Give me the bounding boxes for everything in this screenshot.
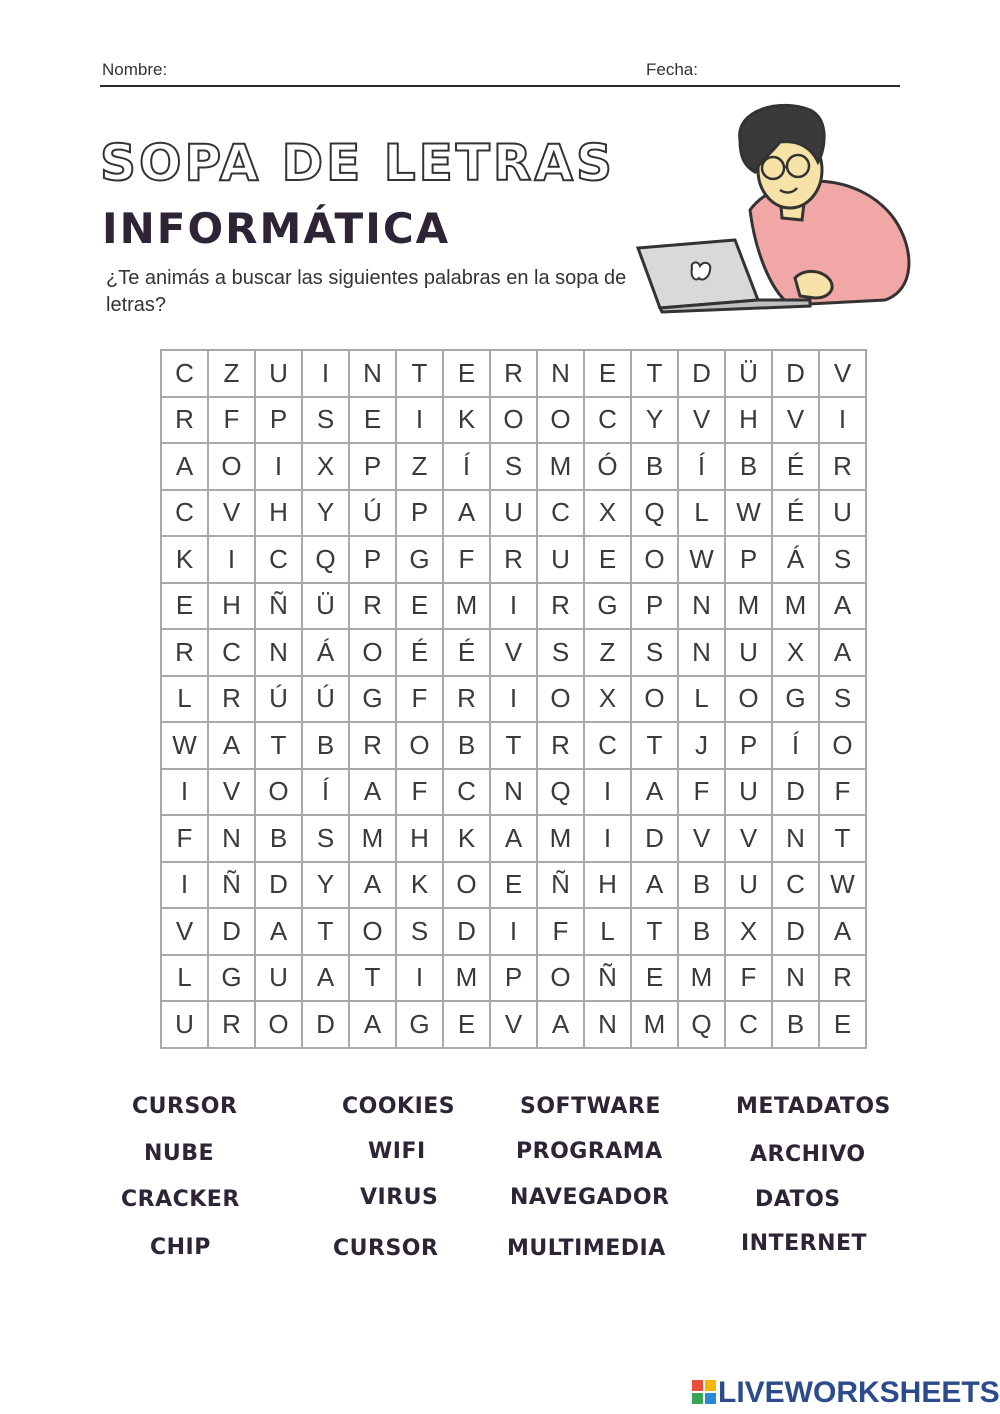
grid-cell[interactable]: C: [772, 862, 819, 909]
grid-cell[interactable]: M: [443, 955, 490, 1002]
grid-cell[interactable]: Y: [302, 490, 349, 537]
word-list-item: WIFI: [368, 1139, 426, 1164]
name-label: Nombre:: [102, 60, 168, 79]
grid-cell[interactable]: Z: [208, 350, 255, 397]
grid-cell[interactable]: P: [725, 536, 772, 583]
title-subject: INFORMÁTICA: [102, 204, 451, 253]
grid-cell[interactable]: I: [584, 769, 631, 816]
grid-cell[interactable]: L: [678, 490, 725, 537]
grid-cell[interactable]: I: [255, 443, 302, 490]
grid-cell[interactable]: E: [584, 350, 631, 397]
grid-cell[interactable]: N: [678, 629, 725, 676]
grid-cell[interactable]: T: [819, 815, 866, 862]
grid-cell[interactable]: A: [349, 769, 396, 816]
grid-cell[interactable]: K: [161, 536, 208, 583]
grid-cell[interactable]: H: [396, 815, 443, 862]
grid-cell[interactable]: Í: [302, 769, 349, 816]
grid-cell[interactable]: U: [819, 490, 866, 537]
grid-cell[interactable]: B: [631, 443, 678, 490]
grid-cell[interactable]: T: [349, 955, 396, 1002]
grid-cell[interactable]: D: [772, 908, 819, 955]
grid-cell[interactable]: O: [490, 397, 537, 444]
grid-cell[interactable]: F: [443, 536, 490, 583]
grid-cell[interactable]: B: [443, 722, 490, 769]
grid-cell[interactable]: V: [490, 1001, 537, 1048]
grid-cell[interactable]: Q: [537, 769, 584, 816]
grid-cell[interactable]: R: [208, 676, 255, 723]
grid-cell[interactable]: A: [208, 722, 255, 769]
word-list-item: INTERNET: [741, 1231, 868, 1256]
grid-cell[interactable]: B: [678, 908, 725, 955]
grid-cell[interactable]: Q: [678, 1001, 725, 1048]
grid-cell[interactable]: A: [255, 908, 302, 955]
word-list-item: CRACKER: [121, 1187, 240, 1212]
grid-cell[interactable]: W: [161, 722, 208, 769]
grid-cell[interactable]: X: [302, 443, 349, 490]
grid-cell[interactable]: U: [537, 536, 584, 583]
grid-cell[interactable]: I: [161, 769, 208, 816]
grid-row: [161, 815, 866, 862]
header-line: [100, 85, 900, 87]
grid-cell[interactable]: H: [584, 862, 631, 909]
grid-cell[interactable]: B: [772, 1001, 819, 1048]
date-label: Fecha:: [646, 60, 698, 79]
word-list-item: MULTIMEDIA: [507, 1236, 666, 1261]
grid-cell[interactable]: D: [772, 350, 819, 397]
grid-cell[interactable]: D: [772, 769, 819, 816]
grid-cell[interactable]: Z: [396, 443, 443, 490]
grid-cell[interactable]: G: [772, 676, 819, 723]
grid-cell[interactable]: Í: [443, 443, 490, 490]
word-list-item: ARCHIVO: [750, 1142, 866, 1167]
grid-cell[interactable]: I: [161, 862, 208, 909]
grid-cell[interactable]: E: [349, 397, 396, 444]
grid-cell[interactable]: P: [349, 443, 396, 490]
student-laptop-illustration: [630, 100, 920, 320]
grid-cell[interactable]: Ü: [725, 350, 772, 397]
grid-cell[interactable]: É: [396, 629, 443, 676]
grid-cell[interactable]: U: [725, 629, 772, 676]
grid-cell[interactable]: L: [161, 676, 208, 723]
grid-cell[interactable]: X: [772, 629, 819, 676]
grid-cell[interactable]: M: [443, 583, 490, 630]
grid-cell[interactable]: E: [396, 583, 443, 630]
grid-cell[interactable]: I: [208, 536, 255, 583]
grid-cell[interactable]: O: [349, 629, 396, 676]
grid-cell[interactable]: T: [631, 722, 678, 769]
grid-cell[interactable]: T: [396, 350, 443, 397]
grid-cell[interactable]: N: [584, 1001, 631, 1048]
grid-cell[interactable]: V: [819, 350, 866, 397]
grid-cell[interactable]: É: [772, 443, 819, 490]
grid-cell[interactable]: S: [819, 676, 866, 723]
word-list-item: DATOS: [755, 1187, 841, 1212]
grid-cell[interactable]: R: [349, 722, 396, 769]
grid-cell[interactable]: D: [208, 908, 255, 955]
grid-cell[interactable]: T: [302, 908, 349, 955]
grid-cell[interactable]: F: [537, 908, 584, 955]
grid-cell[interactable]: A: [349, 1001, 396, 1048]
grid-cell[interactable]: R: [819, 955, 866, 1002]
grid-cell[interactable]: S: [819, 536, 866, 583]
grid-row: [161, 536, 866, 583]
grid-cell[interactable]: E: [443, 1001, 490, 1048]
grid-cell[interactable]: O: [537, 676, 584, 723]
grid-row: [161, 908, 866, 955]
grid-cell[interactable]: Ó: [584, 443, 631, 490]
grid-cell[interactable]: E: [161, 583, 208, 630]
grid-cell[interactable]: C: [537, 490, 584, 537]
grid-cell[interactable]: R: [819, 443, 866, 490]
grid-cell[interactable]: U: [725, 862, 772, 909]
word-list-item: PROGRAMA: [516, 1139, 663, 1164]
grid-cell[interactable]: O: [631, 536, 678, 583]
word-list-item: COOKIES: [342, 1094, 456, 1119]
grid-cell[interactable]: A: [819, 908, 866, 955]
grid-row: [161, 443, 866, 490]
grid-cell[interactable]: Z: [584, 629, 631, 676]
liveworksheets-logo: [692, 1376, 1000, 1409]
grid-cell[interactable]: O: [537, 397, 584, 444]
word-list-item: CHIP: [150, 1235, 211, 1260]
grid-cell[interactable]: R: [161, 629, 208, 676]
grid-cell[interactable]: A: [537, 1001, 584, 1048]
grid-cell[interactable]: C: [208, 629, 255, 676]
grid-cell[interactable]: X: [584, 490, 631, 537]
grid-cell[interactable]: O: [255, 769, 302, 816]
grid-cell[interactable]: A: [490, 815, 537, 862]
grid-cell[interactable]: U: [255, 955, 302, 1002]
grid-cell[interactable]: X: [725, 908, 772, 955]
grid-cell[interactable]: F: [678, 769, 725, 816]
grid-cell[interactable]: C: [255, 536, 302, 583]
grid-cell[interactable]: S: [631, 629, 678, 676]
grid-row: [161, 629, 866, 676]
word-list-item: CURSOR: [132, 1094, 238, 1119]
grid-cell[interactable]: A: [349, 862, 396, 909]
grid-cell[interactable]: O: [631, 676, 678, 723]
grid-cell[interactable]: N: [772, 815, 819, 862]
grid-cell[interactable]: M: [631, 1001, 678, 1048]
title-outline: SOPA DE LETRAS: [100, 134, 616, 192]
grid-cell[interactable]: S: [302, 397, 349, 444]
grid-cell[interactable]: M: [772, 583, 819, 630]
grid-cell[interactable]: C: [161, 350, 208, 397]
grid-cell[interactable]: U: [725, 769, 772, 816]
grid-cell[interactable]: W: [819, 862, 866, 909]
grid-cell[interactable]: M: [725, 583, 772, 630]
grid-row: [161, 676, 866, 723]
grid-cell[interactable]: R: [490, 350, 537, 397]
grid-cell[interactable]: D: [631, 815, 678, 862]
grid-cell[interactable]: P: [490, 955, 537, 1002]
grid-cell[interactable]: Y: [631, 397, 678, 444]
grid-cell[interactable]: B: [725, 443, 772, 490]
grid-cell[interactable]: U: [161, 1001, 208, 1048]
word-list-item: SOFTWARE: [520, 1094, 661, 1119]
grid-cell[interactable]: É: [772, 490, 819, 537]
grid-cell[interactable]: W: [725, 490, 772, 537]
grid-cell[interactable]: L: [161, 955, 208, 1002]
grid-cell[interactable]: V: [208, 769, 255, 816]
grid-cell[interactable]: I: [396, 397, 443, 444]
grid-row: [161, 1001, 866, 1048]
grid-cell[interactable]: T: [631, 350, 678, 397]
grid-cell[interactable]: Ü: [302, 583, 349, 630]
grid-cell[interactable]: Y: [302, 862, 349, 909]
word-list-item: CURSOR: [333, 1236, 439, 1261]
grid-cell[interactable]: A: [819, 629, 866, 676]
grid-cell[interactable]: K: [443, 397, 490, 444]
grid-cell[interactable]: H: [255, 490, 302, 537]
grid-cell[interactable]: H: [725, 397, 772, 444]
grid-cell[interactable]: E: [819, 1001, 866, 1048]
grid-cell[interactable]: Ñ: [255, 583, 302, 630]
grid-cell[interactable]: É: [443, 629, 490, 676]
instructions: ¿Te animás a buscar las siguientes palabras en la sopa de letras?: [106, 267, 627, 316]
grid-cell[interactable]: S: [302, 815, 349, 862]
grid-row: [161, 722, 866, 769]
grid-cell[interactable]: E: [443, 350, 490, 397]
grid-cell[interactable]: Á: [772, 536, 819, 583]
grid-cell[interactable]: Ñ: [537, 862, 584, 909]
grid-cell[interactable]: P: [725, 722, 772, 769]
grid-cell[interactable]: G: [349, 676, 396, 723]
grid-cell[interactable]: F: [819, 769, 866, 816]
grid-row: [161, 769, 866, 816]
grid-cell[interactable]: D: [255, 862, 302, 909]
grid-cell[interactable]: A: [631, 769, 678, 816]
grid-cell[interactable]: Í: [772, 722, 819, 769]
grid-cell[interactable]: U: [490, 490, 537, 537]
grid-cell[interactable]: R: [490, 536, 537, 583]
grid-cell[interactable]: M: [678, 955, 725, 1002]
grid-cell[interactable]: A: [302, 955, 349, 1002]
grid-cell[interactable]: B: [255, 815, 302, 862]
grid-cell[interactable]: L: [584, 908, 631, 955]
grid-cell[interactable]: F: [725, 955, 772, 1002]
grid-row: [161, 350, 866, 397]
grid-cell[interactable]: B: [302, 722, 349, 769]
grid-cell[interactable]: T: [631, 908, 678, 955]
grid-cell[interactable]: R: [208, 1001, 255, 1048]
grid-cell[interactable]: V: [161, 908, 208, 955]
grid-cell[interactable]: V: [725, 815, 772, 862]
grid-cell[interactable]: Ú: [349, 490, 396, 537]
grid-cell[interactable]: M: [349, 815, 396, 862]
grid-cell[interactable]: Í: [678, 443, 725, 490]
grid-cell[interactable]: O: [349, 908, 396, 955]
grid-cell[interactable]: V: [678, 397, 725, 444]
grid-cell[interactable]: T: [490, 722, 537, 769]
grid-cell[interactable]: G: [396, 1001, 443, 1048]
grid-cell[interactable]: C: [443, 769, 490, 816]
grid-cell[interactable]: V: [772, 397, 819, 444]
grid-row: [161, 955, 866, 1002]
grid-cell[interactable]: E: [490, 862, 537, 909]
grid-cell[interactable]: W: [678, 536, 725, 583]
grid-row: [161, 862, 866, 909]
grid-cell[interactable]: I: [302, 350, 349, 397]
grid-cell[interactable]: Ú: [255, 676, 302, 723]
grid-cell[interactable]: O: [396, 722, 443, 769]
brand-name: LIVEWORKSHEETS: [718, 1376, 1000, 1409]
grid-cell[interactable]: H: [208, 583, 255, 630]
grid-cell[interactable]: V: [678, 815, 725, 862]
grid-cell[interactable]: D: [678, 350, 725, 397]
grid-row: [161, 490, 866, 537]
grid-cell[interactable]: I: [819, 397, 866, 444]
grid-cell[interactable]: G: [208, 955, 255, 1002]
grid-cell[interactable]: E: [584, 536, 631, 583]
grid-cell[interactable]: Q: [302, 536, 349, 583]
grid-cell[interactable]: T: [255, 722, 302, 769]
grid-cell[interactable]: N: [678, 583, 725, 630]
word-list-item: NAVEGADOR: [510, 1185, 670, 1210]
grid-cell[interactable]: O: [725, 676, 772, 723]
grid-cell[interactable]: F: [396, 676, 443, 723]
grid-cell[interactable]: A: [443, 490, 490, 537]
grid-cell[interactable]: P: [631, 583, 678, 630]
grid-cell[interactable]: M: [537, 443, 584, 490]
grid-cell[interactable]: C: [584, 397, 631, 444]
grid-cell[interactable]: Ú: [302, 676, 349, 723]
grid-cell[interactable]: I: [490, 908, 537, 955]
grid-cell[interactable]: G: [584, 583, 631, 630]
grid-cell[interactable]: P: [349, 536, 396, 583]
brand-squares-icon: [692, 1380, 716, 1404]
grid-cell[interactable]: P: [255, 397, 302, 444]
grid-cell[interactable]: R: [537, 722, 584, 769]
grid-cell[interactable]: O: [255, 1001, 302, 1048]
grid-cell[interactable]: R: [443, 676, 490, 723]
grid-cell[interactable]: D: [443, 908, 490, 955]
grid-cell[interactable]: M: [537, 815, 584, 862]
word-list-item: VIRUS: [360, 1185, 439, 1210]
grid-cell[interactable]: N: [255, 629, 302, 676]
grid-cell[interactable]: S: [537, 629, 584, 676]
grid-cell[interactable]: L: [678, 676, 725, 723]
grid-cell[interactable]: O: [443, 862, 490, 909]
grid-cell[interactable]: S: [396, 908, 443, 955]
grid-cell[interactable]: N: [490, 769, 537, 816]
grid-row: [161, 583, 866, 630]
grid-cell[interactable]: F: [208, 397, 255, 444]
grid-cell[interactable]: N: [349, 350, 396, 397]
grid-cell[interactable]: U: [255, 350, 302, 397]
grid-cell[interactable]: N: [208, 815, 255, 862]
grid-cell[interactable]: S: [490, 443, 537, 490]
grid-cell[interactable]: E: [631, 955, 678, 1002]
grid-cell[interactable]: O: [537, 955, 584, 1002]
grid-cell[interactable]: O: [208, 443, 255, 490]
grid-cell[interactable]: C: [584, 722, 631, 769]
grid-cell[interactable]: P: [396, 490, 443, 537]
word-list-item: METADATOS: [736, 1094, 891, 1119]
grid-cell[interactable]: C: [161, 490, 208, 537]
grid-cell[interactable]: N: [772, 955, 819, 1002]
grid-cell[interactable]: D: [302, 1001, 349, 1048]
grid-cell[interactable]: X: [584, 676, 631, 723]
grid-cell[interactable]: K: [443, 815, 490, 862]
grid-cell[interactable]: Q: [631, 490, 678, 537]
grid-cell[interactable]: I: [490, 676, 537, 723]
grid-cell[interactable]: Ñ: [584, 955, 631, 1002]
grid-cell[interactable]: I: [396, 955, 443, 1002]
grid-cell[interactable]: F: [161, 815, 208, 862]
grid-cell[interactable]: N: [537, 350, 584, 397]
grid-cell[interactable]: R: [349, 583, 396, 630]
grid-cell[interactable]: A: [161, 443, 208, 490]
grid-cell[interactable]: R: [537, 583, 584, 630]
grid-cell[interactable]: V: [490, 629, 537, 676]
grid-cell[interactable]: Ñ: [208, 862, 255, 909]
grid-cell[interactable]: A: [631, 862, 678, 909]
word-list-item: NUBE: [144, 1141, 215, 1166]
grid-cell[interactable]: V: [208, 490, 255, 537]
grid-cell[interactable]: C: [725, 1001, 772, 1048]
grid-cell[interactable]: I: [490, 583, 537, 630]
grid-cell[interactable]: J: [678, 722, 725, 769]
grid-cell[interactable]: B: [678, 862, 725, 909]
grid-cell[interactable]: Á: [302, 629, 349, 676]
grid-cell[interactable]: F: [396, 769, 443, 816]
grid-cell[interactable]: A: [819, 583, 866, 630]
grid-cell[interactable]: I: [584, 815, 631, 862]
grid-cell[interactable]: G: [396, 536, 443, 583]
grid-cell[interactable]: R: [161, 397, 208, 444]
word-search-grid: [160, 349, 867, 1049]
grid-row: [161, 397, 866, 444]
grid-cell[interactable]: K: [396, 862, 443, 909]
grid-cell[interactable]: O: [819, 722, 866, 769]
